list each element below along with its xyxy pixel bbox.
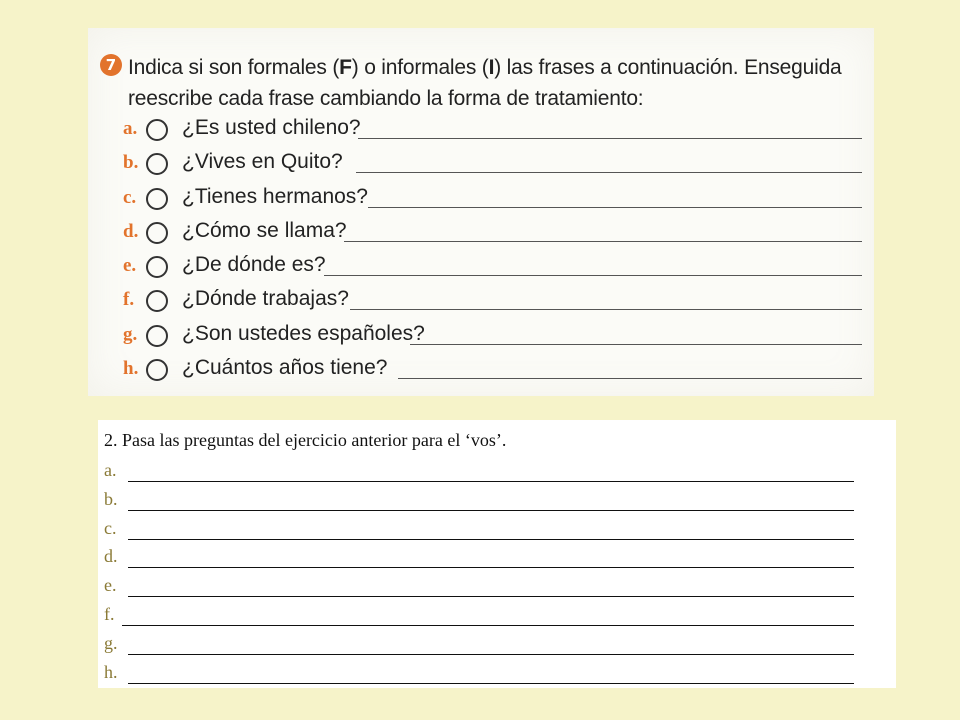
question-letter: h.: [123, 358, 139, 379]
answer-letter: b.: [104, 489, 118, 509]
answer-line[interactable]: [128, 567, 854, 568]
answer-line[interactable]: [344, 241, 862, 242]
answer-line[interactable]: [410, 344, 862, 345]
question-item-c: [88, 187, 874, 217]
answer-letter: e.: [104, 575, 117, 595]
answer-row-g: [104, 633, 854, 659]
answer-row-b: [104, 489, 854, 515]
question-text: ¿Es usted chileno?: [182, 116, 361, 139]
question-text: ¿Vives en Quito?: [182, 150, 343, 173]
question-letter: e.: [123, 255, 137, 276]
question-letter: b.: [123, 152, 139, 173]
question-letter: d.: [123, 221, 139, 242]
question-text: ¿Cómo se llama?: [182, 219, 347, 242]
answer-circle[interactable]: [146, 222, 168, 244]
answer-line[interactable]: [128, 510, 854, 511]
question-text: ¿Son ustedes españoles?: [182, 322, 425, 345]
question-text: ¿De dónde es?: [182, 253, 326, 276]
answer-circle[interactable]: [146, 359, 168, 381]
answer-row-e: [104, 575, 854, 601]
answer-letter: h.: [104, 662, 118, 682]
answer-line[interactable]: [350, 309, 862, 310]
answer-row-d: [104, 546, 854, 572]
answer-line[interactable]: [358, 138, 862, 139]
answer-circle[interactable]: [146, 325, 168, 347]
answer-row-f: [104, 604, 854, 630]
answer-row-h: [104, 662, 854, 688]
exercise-number-badge: 7: [100, 54, 122, 76]
question-item-f: [88, 289, 874, 319]
answer-letter: d.: [104, 546, 118, 566]
answer-line[interactable]: [128, 683, 854, 684]
answer-letter: g.: [104, 633, 118, 653]
answer-letter: a.: [104, 460, 117, 480]
answer-circle[interactable]: [146, 290, 168, 312]
question-text: ¿Dónde trabajas?: [182, 287, 349, 310]
question-text: ¿Cuántos años tiene?: [182, 356, 388, 379]
question-item-d: [88, 221, 874, 251]
question-item-h: [88, 358, 874, 388]
answer-circle[interactable]: [146, 153, 168, 175]
question-item-b: [88, 152, 874, 182]
question-item-e: [88, 255, 874, 285]
question-letter: g.: [123, 324, 138, 345]
answer-letter: f.: [104, 604, 115, 624]
answer-line[interactable]: [128, 654, 854, 655]
answer-line[interactable]: [122, 625, 854, 626]
answer-line[interactable]: [368, 207, 862, 208]
answer-circle[interactable]: [146, 119, 168, 141]
answer-line[interactable]: [128, 539, 854, 540]
answer-letter: c.: [104, 518, 117, 538]
question-letter: f.: [123, 289, 135, 310]
exercise-1-panel: [88, 28, 874, 396]
question-item-g: [88, 324, 874, 354]
exercise-2-title: 2. Pasa las preguntas del ejercicio anterior para el ‘vos’.: [104, 430, 507, 450]
answer-line[interactable]: [398, 378, 862, 379]
question-text: ¿Tienes hermanos?: [182, 185, 368, 208]
question-letter: c.: [123, 187, 137, 208]
answer-line[interactable]: [128, 596, 854, 597]
question-letter: a.: [123, 118, 138, 139]
exercise-1-instruction: Indica si son formales (F) o informales (I) las frases a continuación. Enseguida reescribe cada frase cambiando la forma de tratamiento:: [128, 56, 842, 110]
answer-circle[interactable]: [146, 256, 168, 278]
exercise-2-panel: [98, 420, 896, 688]
answer-row-a: [104, 460, 854, 486]
answer-line[interactable]: [356, 172, 862, 173]
answer-circle[interactable]: [146, 188, 168, 210]
answer-row-c: [104, 518, 854, 544]
answer-line[interactable]: [128, 481, 854, 482]
question-item-a: [88, 118, 874, 148]
answer-line[interactable]: [324, 275, 862, 276]
